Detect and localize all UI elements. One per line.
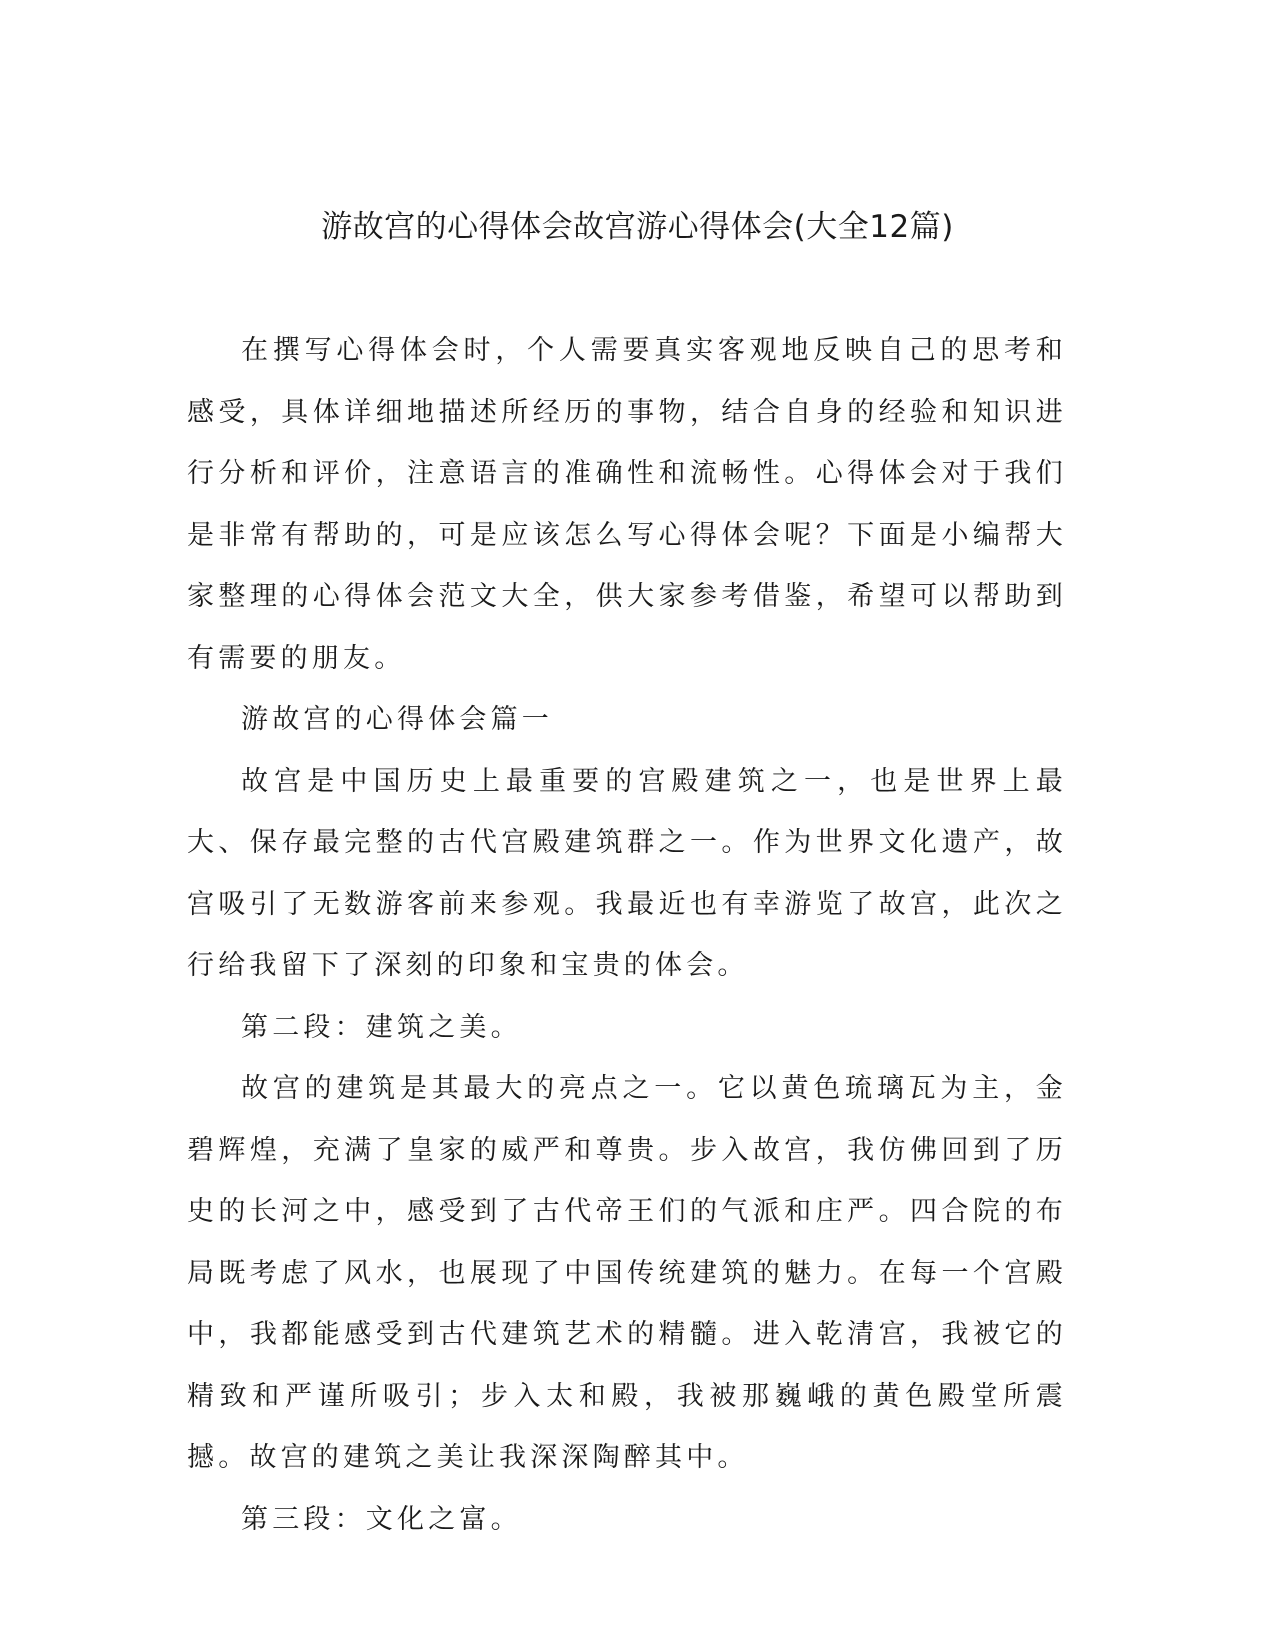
document-title: 游故宫的心得体会故宫游心得体会(大全12篇) [321,209,954,245]
paragraph-opening: 故宫是中国历史上最重要的宫殿建筑之一，也是世界上最大、保存最完整的古代宫殿建筑群之一。作为世界文化遗产，故宫吸引了无数游客前来参观。我最近也有幸游览了故宫，此次之行给我留下了深刻的印象和宝贵的体会。 [187,765,1067,981]
intro-paragraph: 在撰写心得体会时，个人需要真实客观地反映自己的思考和感受，具体详细地描述所经历的事物，结合自身的经验和知识进行分析和评价，注意语言的准确性和流畅性。心得体会对于我们是非常有帮助的，可是应该怎么写心得体会呢？下面是小编帮大家整理的心得体会范文大全，供大家参考借鉴，希望可以帮助到有需要的朋友。 [187,335,1067,674]
section-heading-architecture: 第二段：建筑之美。 [241,1011,522,1043]
section-heading-part-one: 游故宫的心得体会篇一 [241,704,553,735]
paragraph-architecture: 故宫的建筑是其最大的亮点之一。它以黄色琉璃瓦为主，金碧辉煌，充满了皇家的威严和尊贵。步入故宫，我仿佛回到了历史的长河之中，感受到了古代帝王们的气派和庄严。四合院的布局既考虑了风水，也展现了中国传统建筑的魅力。在每一个宫殿中，我都能感受到古代建筑艺术的精髓。进入乾清宫，我被它的精致和严谨所吸引；步入太和殿，我被那巍峨的黄色殿堂所震撼。故宫的建筑之美让我深深陶醉其中。 [187,1073,1067,1473]
section-heading-culture: 第三段：文化之富。 [241,1503,522,1535]
document-body [187,320,1067,1550]
